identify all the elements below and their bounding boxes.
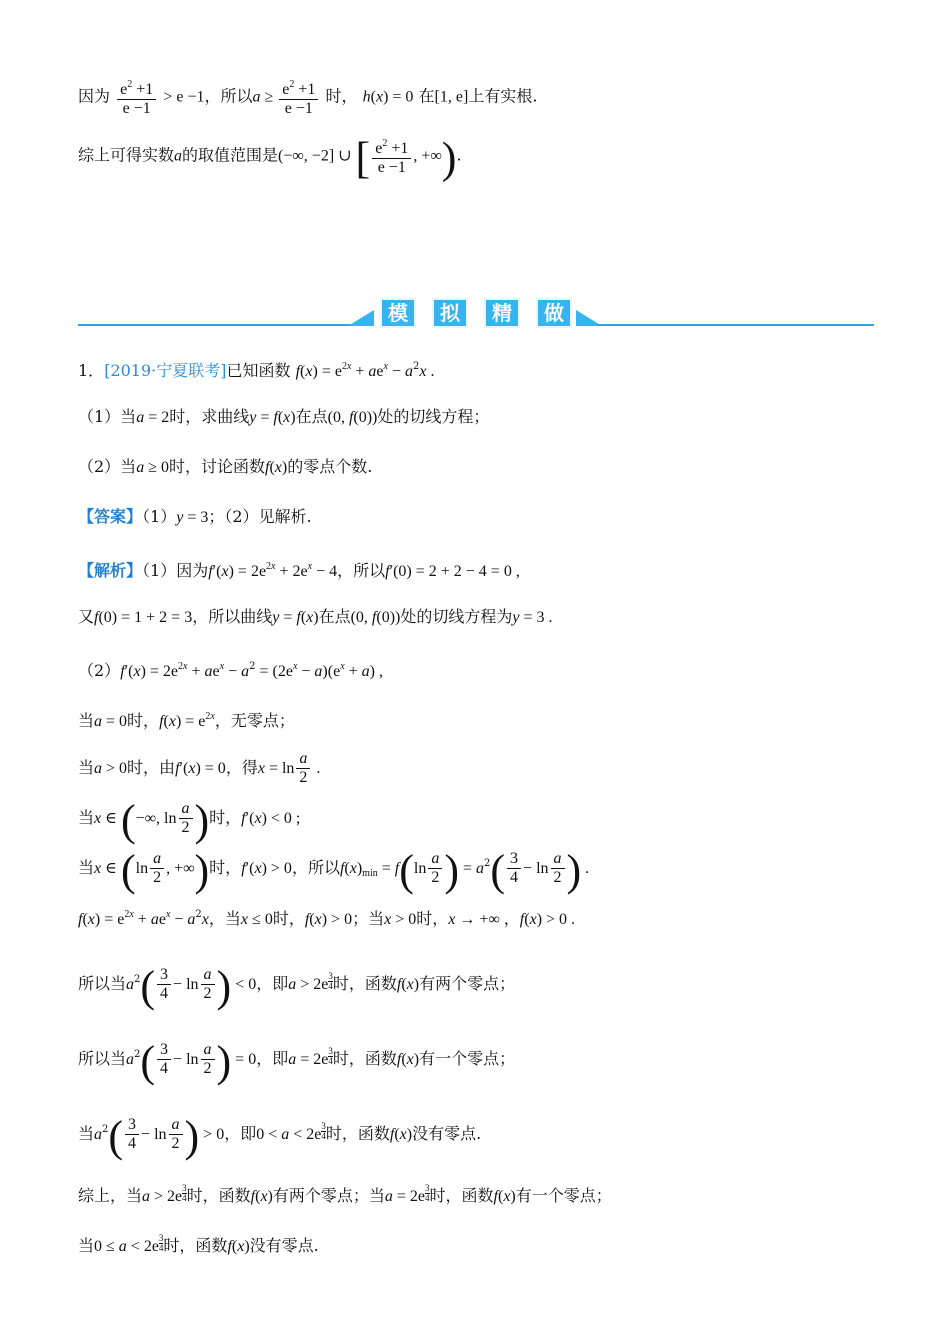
analysis-line-1: 【解析】（1）因为$f'(x) = 2e^{2x} + 2e^x - 4$，所以f′(0) = 2 + 2 − 4 = 0 , xyxy=(78,561,520,580)
divider-left xyxy=(78,324,354,326)
fraction: $\frac{a}{2}$ xyxy=(179,800,193,837)
section-header xyxy=(78,290,874,340)
divider-right xyxy=(596,324,874,326)
fraction: $\frac{a}{2}$ xyxy=(551,850,565,887)
fraction: $\frac{a}{2}$ xyxy=(201,966,215,1003)
analysis-line-13: 当0 ≤ a < 2e $\frac{3}{4}$ 时，函数f(x)没有零点. xyxy=(78,1233,319,1255)
fraction: $\frac{e^2 +1}{e -1}$ xyxy=(372,135,411,177)
fraction: $\frac{a}{2}$ xyxy=(150,850,164,887)
analysis-line-6: 当x ∈ (−∞, ln $\frac{a}{2}$ )时，f′(x) < 0 ; xyxy=(78,796,301,845)
fraction: $\frac{e^2 +1}{e -1}$ xyxy=(117,76,156,118)
fraction: $\frac{a}{2}$ xyxy=(428,850,442,887)
fraction: $\frac{3}{4}$ xyxy=(157,1041,171,1078)
source-tag: [2019·宁夏联考] xyxy=(104,361,227,380)
analysis-line-9: 所以当$a^2$( $\frac{3}{4}$ − ln $\frac{a}{2}$ ) < 0，即a > 2e $\frac{3}{4}$ 时，函数f(x)有两个零点； xyxy=(78,962,516,1011)
analysis-line-10: 所以当$a^2$( $\frac{3}{4}$ − ln $\frac{a}{2}$ ) = 0，即a = 2e $\frac{3}{4}$ 时，函数f(x)有一个零点； xyxy=(78,1037,516,1086)
section-char-2: 拟 xyxy=(432,298,468,328)
fraction: $\frac{3}{4}$ xyxy=(507,850,521,887)
top-line-2: 综上可得实数a的取值范围是(−∞, −2] ∪ [ $\frac{e^2 +1}{e -1}$ , +∞). xyxy=(78,133,462,183)
analysis-label: 【解析】 xyxy=(78,561,143,580)
analysis-line-7: 当x ∈ (ln $\frac{a}{2}$ , +∞)时，f′(x) > 0，所以$f(x)_{min} = f(\ln$ $\frac{a}{2}$ ) = $a^2$( $\frac{3}{4}$ − ln $\frac{a}{2}$ ) . xyxy=(78,846,590,895)
analysis-line-12: 综上，当a > 2e $\frac{3}{4}$ 时，函数f(x)有两个零点；当a = 2e $\frac{3}{4}$ 时，函数f(x)有一个零点； xyxy=(78,1183,612,1205)
analysis-line-2: 又f(0) = 1 + 2 = 3，所以曲线y = f(x)在点(0, f(0))处的切线方程为y = 3 . xyxy=(78,607,553,626)
question-2: （2）当a ≥ 0时，讨论函数f(x)的零点个数. xyxy=(78,457,373,476)
divider-arrow-left xyxy=(348,310,374,326)
section-char-1: 模 xyxy=(380,298,416,328)
fraction: $\frac{a}{2}$ xyxy=(169,1116,183,1153)
section-char-3: 精 xyxy=(484,298,520,328)
fraction: $\frac{e^2 +1}{e -1}$ xyxy=(279,76,318,118)
section-char-4: 做 xyxy=(536,298,572,328)
analysis-line-3: $(2)f'(x) = 2e^{2x} + ae^x - a^2 = (2e^x - a)(e^x + a)$ , xyxy=(78,661,383,680)
question-1: （1）当a = 2时，求曲线y = f(x)在点(0, f(0))处的切线方程； xyxy=(78,407,490,426)
answer-line: 【答案】（1）y = 3；（2）见解析. xyxy=(78,507,312,526)
top-line-1: 因为 $\frac{e^2 +1}{e -1}$ > e −1，所以a ≥ $\frac{e^2 +1}{e -1}$ 时， h(x) = 0 在[1, e]上有实根. xyxy=(78,76,537,118)
fraction: $\frac{3}{4}$ xyxy=(125,1116,139,1153)
fraction: $\frac{a}{2}$ xyxy=(201,1041,215,1078)
problem-stem: 1．[2019·宁夏联考]已知函数 $f(x) = e^{2x} + ae^x - a^2x$ . xyxy=(78,361,435,380)
analysis-line-4: 当a = 0时，$f(x) = e^{2x}$，无零点； xyxy=(78,711,295,730)
fraction: $\frac{3}{4}$ xyxy=(157,966,171,1003)
analysis-line-11: 当$a^2$( $\frac{3}{4}$ − ln $\frac{a}{2}$ ) > 0，即0 < a < 2e $\frac{3}{4}$ 时，函数f(x)没有零点. xyxy=(78,1112,482,1161)
answer-label: 【答案】 xyxy=(78,507,143,526)
analysis-line-5: 当a > 0时，由f′(x) = 0，得x = ln $\frac{a}{2}$ . xyxy=(78,750,321,786)
fraction: $\frac{a}{2}$ xyxy=(296,750,310,787)
analysis-line-8: $f(x) = e^{2x} + ae^x - a^2x$，当x ≤ 0时，f(x) > 0；当x > 0时，x → +∞ ，f(x) > 0 . xyxy=(78,909,576,928)
